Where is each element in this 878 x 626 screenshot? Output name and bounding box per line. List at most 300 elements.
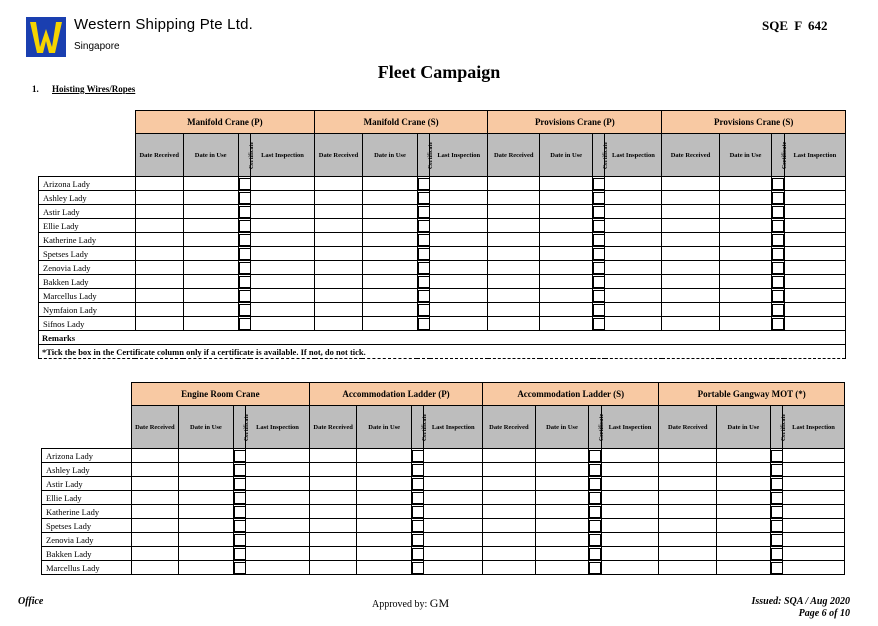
certificate-checkbox[interactable]	[239, 276, 251, 288]
date-in-use-cell[interactable]	[179, 505, 234, 519]
last-inspection-cell[interactable]	[605, 289, 662, 303]
date-in-use-cell[interactable]	[362, 275, 417, 289]
certificate-checkbox[interactable]	[418, 206, 430, 218]
date-in-use-cell[interactable]	[357, 477, 412, 491]
certificate-checkbox[interactable]	[593, 206, 605, 218]
certificate-checkbox[interactable]	[418, 220, 430, 232]
date-in-use-cell[interactable]	[717, 491, 771, 505]
certificate-checkbox[interactable]	[412, 464, 424, 476]
date-in-use-cell[interactable]	[535, 449, 589, 463]
date-received-cell[interactable]	[135, 219, 183, 233]
last-inspection-cell[interactable]	[784, 289, 845, 303]
date-received-cell[interactable]	[488, 289, 540, 303]
date-received-cell[interactable]	[662, 219, 719, 233]
date-in-use-cell[interactable]	[357, 561, 412, 575]
certificate-checkbox[interactable]	[234, 534, 246, 546]
certificate-checkbox[interactable]	[418, 192, 430, 204]
date-received-cell[interactable]	[315, 233, 363, 247]
last-inspection-cell[interactable]	[601, 477, 659, 491]
last-inspection-cell[interactable]	[784, 219, 845, 233]
date-received-cell[interactable]	[131, 491, 178, 505]
last-inspection-cell[interactable]	[601, 561, 659, 575]
certificate-checkbox[interactable]	[418, 178, 430, 190]
date-in-use-cell[interactable]	[540, 233, 593, 247]
date-in-use-cell[interactable]	[183, 247, 238, 261]
last-inspection-cell[interactable]	[250, 289, 314, 303]
date-in-use-cell[interactable]	[362, 233, 417, 247]
last-inspection-cell[interactable]	[250, 205, 314, 219]
certificate-checkbox[interactable]	[772, 248, 784, 260]
date-in-use-cell[interactable]	[179, 533, 234, 547]
date-received-cell[interactable]	[135, 303, 183, 317]
certificate-checkbox[interactable]	[771, 478, 783, 490]
certificate-checkbox[interactable]	[234, 548, 246, 560]
certificate-checkbox[interactable]	[772, 206, 784, 218]
certificate-checkbox[interactable]	[589, 534, 601, 546]
date-received-cell[interactable]	[483, 477, 536, 491]
certificate-checkbox[interactable]	[589, 478, 601, 490]
date-in-use-cell[interactable]	[183, 261, 238, 275]
certificate-checkbox[interactable]	[239, 304, 251, 316]
date-in-use-cell[interactable]	[362, 303, 417, 317]
certificate-checkbox[interactable]	[239, 192, 251, 204]
certificate-checkbox[interactable]	[234, 520, 246, 532]
date-received-cell[interactable]	[309, 463, 356, 477]
last-inspection-cell[interactable]	[424, 463, 483, 477]
last-inspection-cell[interactable]	[605, 275, 662, 289]
last-inspection-cell[interactable]	[424, 547, 483, 561]
last-inspection-cell[interactable]	[250, 261, 314, 275]
date-received-cell[interactable]	[659, 463, 717, 477]
date-received-cell[interactable]	[315, 275, 363, 289]
certificate-checkbox[interactable]	[234, 506, 246, 518]
certificate-checkbox[interactable]	[593, 192, 605, 204]
date-received-cell[interactable]	[315, 289, 363, 303]
last-inspection-cell[interactable]	[246, 547, 310, 561]
date-in-use-cell[interactable]	[183, 205, 238, 219]
certificate-checkbox[interactable]	[412, 562, 424, 574]
date-received-cell[interactable]	[488, 233, 540, 247]
certificate-checkbox[interactable]	[772, 262, 784, 274]
date-received-cell[interactable]	[483, 491, 536, 505]
date-in-use-cell[interactable]	[717, 519, 771, 533]
date-in-use-cell[interactable]	[183, 289, 238, 303]
date-received-cell[interactable]	[483, 519, 536, 533]
last-inspection-cell[interactable]	[430, 205, 488, 219]
date-in-use-cell[interactable]	[362, 205, 417, 219]
last-inspection-cell[interactable]	[246, 477, 310, 491]
certificate-checkbox[interactable]	[239, 206, 251, 218]
date-in-use-cell[interactable]	[362, 191, 417, 205]
date-received-cell[interactable]	[309, 561, 356, 575]
certificate-checkbox[interactable]	[772, 220, 784, 232]
date-received-cell[interactable]	[315, 303, 363, 317]
date-in-use-cell[interactable]	[540, 205, 593, 219]
date-received-cell[interactable]	[135, 275, 183, 289]
date-received-cell[interactable]	[483, 505, 536, 519]
last-inspection-cell[interactable]	[601, 519, 659, 533]
date-received-cell[interactable]	[488, 219, 540, 233]
last-inspection-cell[interactable]	[605, 219, 662, 233]
date-received-cell[interactable]	[659, 561, 717, 575]
date-in-use-cell[interactable]	[535, 463, 589, 477]
date-received-cell[interactable]	[131, 519, 178, 533]
date-in-use-cell[interactable]	[540, 317, 593, 331]
date-in-use-cell[interactable]	[717, 547, 771, 561]
certificate-checkbox[interactable]	[412, 548, 424, 560]
last-inspection-cell[interactable]	[430, 275, 488, 289]
date-received-cell[interactable]	[659, 491, 717, 505]
certificate-checkbox[interactable]	[589, 562, 601, 574]
date-in-use-cell[interactable]	[535, 533, 589, 547]
last-inspection-cell[interactable]	[783, 533, 845, 547]
last-inspection-cell[interactable]	[246, 533, 310, 547]
date-in-use-cell[interactable]	[719, 191, 772, 205]
date-in-use-cell[interactable]	[362, 317, 417, 331]
date-received-cell[interactable]	[483, 547, 536, 561]
date-in-use-cell[interactable]	[719, 275, 772, 289]
last-inspection-cell[interactable]	[424, 505, 483, 519]
certificate-checkbox[interactable]	[589, 492, 601, 504]
date-in-use-cell[interactable]	[179, 449, 234, 463]
date-received-cell[interactable]	[135, 289, 183, 303]
date-in-use-cell[interactable]	[540, 303, 593, 317]
last-inspection-cell[interactable]	[784, 205, 845, 219]
last-inspection-cell[interactable]	[250, 303, 314, 317]
certificate-checkbox[interactable]	[239, 234, 251, 246]
certificate-checkbox[interactable]	[771, 492, 783, 504]
date-received-cell[interactable]	[135, 317, 183, 331]
date-in-use-cell[interactable]	[719, 261, 772, 275]
date-received-cell[interactable]	[309, 477, 356, 491]
date-in-use-cell[interactable]	[362, 261, 417, 275]
date-in-use-cell[interactable]	[183, 303, 238, 317]
certificate-checkbox[interactable]	[418, 262, 430, 274]
date-received-cell[interactable]	[315, 177, 363, 191]
last-inspection-cell[interactable]	[784, 177, 845, 191]
certificate-checkbox[interactable]	[418, 304, 430, 316]
date-in-use-cell[interactable]	[183, 177, 238, 191]
date-received-cell[interactable]	[309, 505, 356, 519]
date-received-cell[interactable]	[662, 233, 719, 247]
certificate-checkbox[interactable]	[771, 520, 783, 532]
date-received-cell[interactable]	[315, 247, 363, 261]
last-inspection-cell[interactable]	[601, 491, 659, 505]
date-received-cell[interactable]	[662, 289, 719, 303]
date-received-cell[interactable]	[662, 303, 719, 317]
date-received-cell[interactable]	[135, 191, 183, 205]
last-inspection-cell[interactable]	[784, 261, 845, 275]
date-received-cell[interactable]	[131, 463, 178, 477]
certificate-checkbox[interactable]	[593, 248, 605, 260]
date-received-cell[interactable]	[662, 191, 719, 205]
date-in-use-cell[interactable]	[183, 275, 238, 289]
certificate-checkbox[interactable]	[418, 290, 430, 302]
date-received-cell[interactable]	[131, 547, 178, 561]
date-in-use-cell[interactable]	[357, 449, 412, 463]
date-in-use-cell[interactable]	[540, 219, 593, 233]
date-in-use-cell[interactable]	[717, 463, 771, 477]
certificate-checkbox[interactable]	[589, 520, 601, 532]
last-inspection-cell[interactable]	[424, 519, 483, 533]
last-inspection-cell[interactable]	[784, 233, 845, 247]
date-in-use-cell[interactable]	[179, 491, 234, 505]
last-inspection-cell[interactable]	[605, 191, 662, 205]
date-received-cell[interactable]	[662, 177, 719, 191]
date-in-use-cell[interactable]	[719, 317, 772, 331]
last-inspection-cell[interactable]	[601, 449, 659, 463]
last-inspection-cell[interactable]	[605, 247, 662, 261]
date-received-cell[interactable]	[309, 533, 356, 547]
date-in-use-cell[interactable]	[362, 289, 417, 303]
date-in-use-cell[interactable]	[717, 561, 771, 575]
date-received-cell[interactable]	[135, 261, 183, 275]
last-inspection-cell[interactable]	[430, 233, 488, 247]
certificate-checkbox[interactable]	[234, 450, 246, 462]
certificate-checkbox[interactable]	[771, 548, 783, 560]
certificate-checkbox[interactable]	[771, 534, 783, 546]
date-in-use-cell[interactable]	[362, 177, 417, 191]
date-in-use-cell[interactable]	[719, 233, 772, 247]
date-received-cell[interactable]	[315, 191, 363, 205]
certificate-checkbox[interactable]	[234, 478, 246, 490]
date-in-use-cell[interactable]	[357, 519, 412, 533]
date-received-cell[interactable]	[659, 505, 717, 519]
certificate-checkbox[interactable]	[412, 506, 424, 518]
certificate-checkbox[interactable]	[593, 304, 605, 316]
last-inspection-cell[interactable]	[783, 463, 845, 477]
date-in-use-cell[interactable]	[540, 191, 593, 205]
last-inspection-cell[interactable]	[250, 247, 314, 261]
date-received-cell[interactable]	[488, 191, 540, 205]
certificate-checkbox[interactable]	[593, 220, 605, 232]
date-received-cell[interactable]	[131, 505, 178, 519]
date-in-use-cell[interactable]	[179, 477, 234, 491]
date-received-cell[interactable]	[662, 247, 719, 261]
certificate-checkbox[interactable]	[418, 234, 430, 246]
last-inspection-cell[interactable]	[783, 547, 845, 561]
date-in-use-cell[interactable]	[357, 463, 412, 477]
date-in-use-cell[interactable]	[719, 303, 772, 317]
certificate-checkbox[interactable]	[239, 248, 251, 260]
certificate-checkbox[interactable]	[771, 506, 783, 518]
last-inspection-cell[interactable]	[783, 561, 845, 575]
date-in-use-cell[interactable]	[535, 561, 589, 575]
last-inspection-cell[interactable]	[783, 477, 845, 491]
last-inspection-cell[interactable]	[605, 205, 662, 219]
last-inspection-cell[interactable]	[424, 449, 483, 463]
certificate-checkbox[interactable]	[234, 464, 246, 476]
last-inspection-cell[interactable]	[605, 233, 662, 247]
certificate-checkbox[interactable]	[239, 290, 251, 302]
date-in-use-cell[interactable]	[183, 219, 238, 233]
date-received-cell[interactable]	[309, 519, 356, 533]
date-in-use-cell[interactable]	[717, 477, 771, 491]
last-inspection-cell[interactable]	[784, 317, 845, 331]
last-inspection-cell[interactable]	[783, 519, 845, 533]
date-received-cell[interactable]	[135, 233, 183, 247]
last-inspection-cell[interactable]	[601, 533, 659, 547]
certificate-checkbox[interactable]	[771, 464, 783, 476]
date-in-use-cell[interactable]	[535, 505, 589, 519]
last-inspection-cell[interactable]	[605, 177, 662, 191]
date-received-cell[interactable]	[483, 463, 536, 477]
last-inspection-cell[interactable]	[605, 261, 662, 275]
last-inspection-cell[interactable]	[783, 491, 845, 505]
last-inspection-cell[interactable]	[784, 247, 845, 261]
date-in-use-cell[interactable]	[719, 289, 772, 303]
last-inspection-cell[interactable]	[601, 505, 659, 519]
date-received-cell[interactable]	[488, 275, 540, 289]
last-inspection-cell[interactable]	[250, 177, 314, 191]
date-in-use-cell[interactable]	[540, 289, 593, 303]
date-received-cell[interactable]	[488, 303, 540, 317]
date-in-use-cell[interactable]	[540, 275, 593, 289]
date-received-cell[interactable]	[131, 533, 178, 547]
date-in-use-cell[interactable]	[719, 247, 772, 261]
date-in-use-cell[interactable]	[183, 233, 238, 247]
certificate-checkbox[interactable]	[772, 178, 784, 190]
last-inspection-cell[interactable]	[430, 247, 488, 261]
date-received-cell[interactable]	[488, 261, 540, 275]
last-inspection-cell[interactable]	[783, 449, 845, 463]
date-in-use-cell[interactable]	[535, 519, 589, 533]
date-in-use-cell[interactable]	[362, 219, 417, 233]
date-in-use-cell[interactable]	[717, 505, 771, 519]
date-received-cell[interactable]	[659, 519, 717, 533]
certificate-checkbox[interactable]	[412, 534, 424, 546]
certificate-checkbox[interactable]	[771, 450, 783, 462]
certificate-checkbox[interactable]	[234, 562, 246, 574]
date-received-cell[interactable]	[135, 205, 183, 219]
last-inspection-cell[interactable]	[601, 547, 659, 561]
last-inspection-cell[interactable]	[246, 519, 310, 533]
certificate-checkbox[interactable]	[593, 318, 605, 330]
last-inspection-cell[interactable]	[430, 289, 488, 303]
last-inspection-cell[interactable]	[430, 191, 488, 205]
last-inspection-cell[interactable]	[430, 317, 488, 331]
date-received-cell[interactable]	[659, 477, 717, 491]
date-received-cell[interactable]	[662, 317, 719, 331]
date-in-use-cell[interactable]	[179, 519, 234, 533]
date-in-use-cell[interactable]	[179, 561, 234, 575]
last-inspection-cell[interactable]	[250, 191, 314, 205]
date-in-use-cell[interactable]	[717, 449, 771, 463]
date-in-use-cell[interactable]	[540, 261, 593, 275]
date-received-cell[interactable]	[662, 261, 719, 275]
certificate-checkbox[interactable]	[239, 262, 251, 274]
certificate-checkbox[interactable]	[418, 318, 430, 330]
certificate-checkbox[interactable]	[772, 276, 784, 288]
date-received-cell[interactable]	[662, 275, 719, 289]
certificate-checkbox[interactable]	[418, 276, 430, 288]
date-in-use-cell[interactable]	[535, 547, 589, 561]
certificate-checkbox[interactable]	[772, 192, 784, 204]
date-received-cell[interactable]	[309, 449, 356, 463]
date-received-cell[interactable]	[315, 261, 363, 275]
last-inspection-cell[interactable]	[250, 317, 314, 331]
last-inspection-cell[interactable]	[605, 303, 662, 317]
certificate-checkbox[interactable]	[412, 478, 424, 490]
date-in-use-cell[interactable]	[357, 547, 412, 561]
date-received-cell[interactable]	[315, 219, 363, 233]
date-received-cell[interactable]	[488, 247, 540, 261]
date-in-use-cell[interactable]	[719, 177, 772, 191]
last-inspection-cell[interactable]	[424, 561, 483, 575]
certificate-checkbox[interactable]	[772, 290, 784, 302]
certificate-checkbox[interactable]	[589, 506, 601, 518]
certificate-checkbox[interactable]	[593, 276, 605, 288]
last-inspection-cell[interactable]	[430, 303, 488, 317]
date-received-cell[interactable]	[659, 449, 717, 463]
last-inspection-cell[interactable]	[784, 303, 845, 317]
date-received-cell[interactable]	[309, 547, 356, 561]
date-received-cell[interactable]	[309, 491, 356, 505]
date-in-use-cell[interactable]	[535, 491, 589, 505]
last-inspection-cell[interactable]	[250, 219, 314, 233]
last-inspection-cell[interactable]	[430, 261, 488, 275]
date-in-use-cell[interactable]	[357, 491, 412, 505]
certificate-checkbox[interactable]	[772, 234, 784, 246]
last-inspection-cell[interactable]	[430, 219, 488, 233]
date-received-cell[interactable]	[483, 533, 536, 547]
last-inspection-cell[interactable]	[250, 233, 314, 247]
date-received-cell[interactable]	[131, 561, 178, 575]
certificate-checkbox[interactable]	[771, 562, 783, 574]
certificate-checkbox[interactable]	[239, 220, 251, 232]
date-in-use-cell[interactable]	[717, 533, 771, 547]
date-received-cell[interactable]	[483, 561, 536, 575]
last-inspection-cell[interactable]	[605, 317, 662, 331]
date-in-use-cell[interactable]	[719, 219, 772, 233]
last-inspection-cell[interactable]	[430, 177, 488, 191]
certificate-checkbox[interactable]	[418, 248, 430, 260]
date-in-use-cell[interactable]	[183, 317, 238, 331]
date-received-cell[interactable]	[488, 317, 540, 331]
certificate-checkbox[interactable]	[772, 318, 784, 330]
certificate-checkbox[interactable]	[593, 262, 605, 274]
last-inspection-cell[interactable]	[424, 491, 483, 505]
date-in-use-cell[interactable]	[179, 547, 234, 561]
date-received-cell[interactable]	[488, 177, 540, 191]
certificate-checkbox[interactable]	[239, 318, 251, 330]
last-inspection-cell[interactable]	[601, 463, 659, 477]
date-received-cell[interactable]	[135, 177, 183, 191]
last-inspection-cell[interactable]	[246, 561, 310, 575]
last-inspection-cell[interactable]	[246, 491, 310, 505]
last-inspection-cell[interactable]	[424, 533, 483, 547]
date-received-cell[interactable]	[131, 477, 178, 491]
date-in-use-cell[interactable]	[540, 247, 593, 261]
date-in-use-cell[interactable]	[535, 477, 589, 491]
last-inspection-cell[interactable]	[250, 275, 314, 289]
certificate-checkbox[interactable]	[412, 520, 424, 532]
date-received-cell[interactable]	[135, 247, 183, 261]
last-inspection-cell[interactable]	[246, 449, 310, 463]
date-received-cell[interactable]	[483, 449, 536, 463]
date-in-use-cell[interactable]	[540, 177, 593, 191]
date-received-cell[interactable]	[315, 205, 363, 219]
certificate-checkbox[interactable]	[593, 234, 605, 246]
date-in-use-cell[interactable]	[179, 463, 234, 477]
certificate-checkbox[interactable]	[412, 450, 424, 462]
date-received-cell[interactable]	[315, 317, 363, 331]
date-received-cell[interactable]	[659, 533, 717, 547]
certificate-checkbox[interactable]	[593, 178, 605, 190]
certificate-checkbox[interactable]	[593, 290, 605, 302]
date-in-use-cell[interactable]	[362, 247, 417, 261]
date-in-use-cell[interactable]	[357, 533, 412, 547]
